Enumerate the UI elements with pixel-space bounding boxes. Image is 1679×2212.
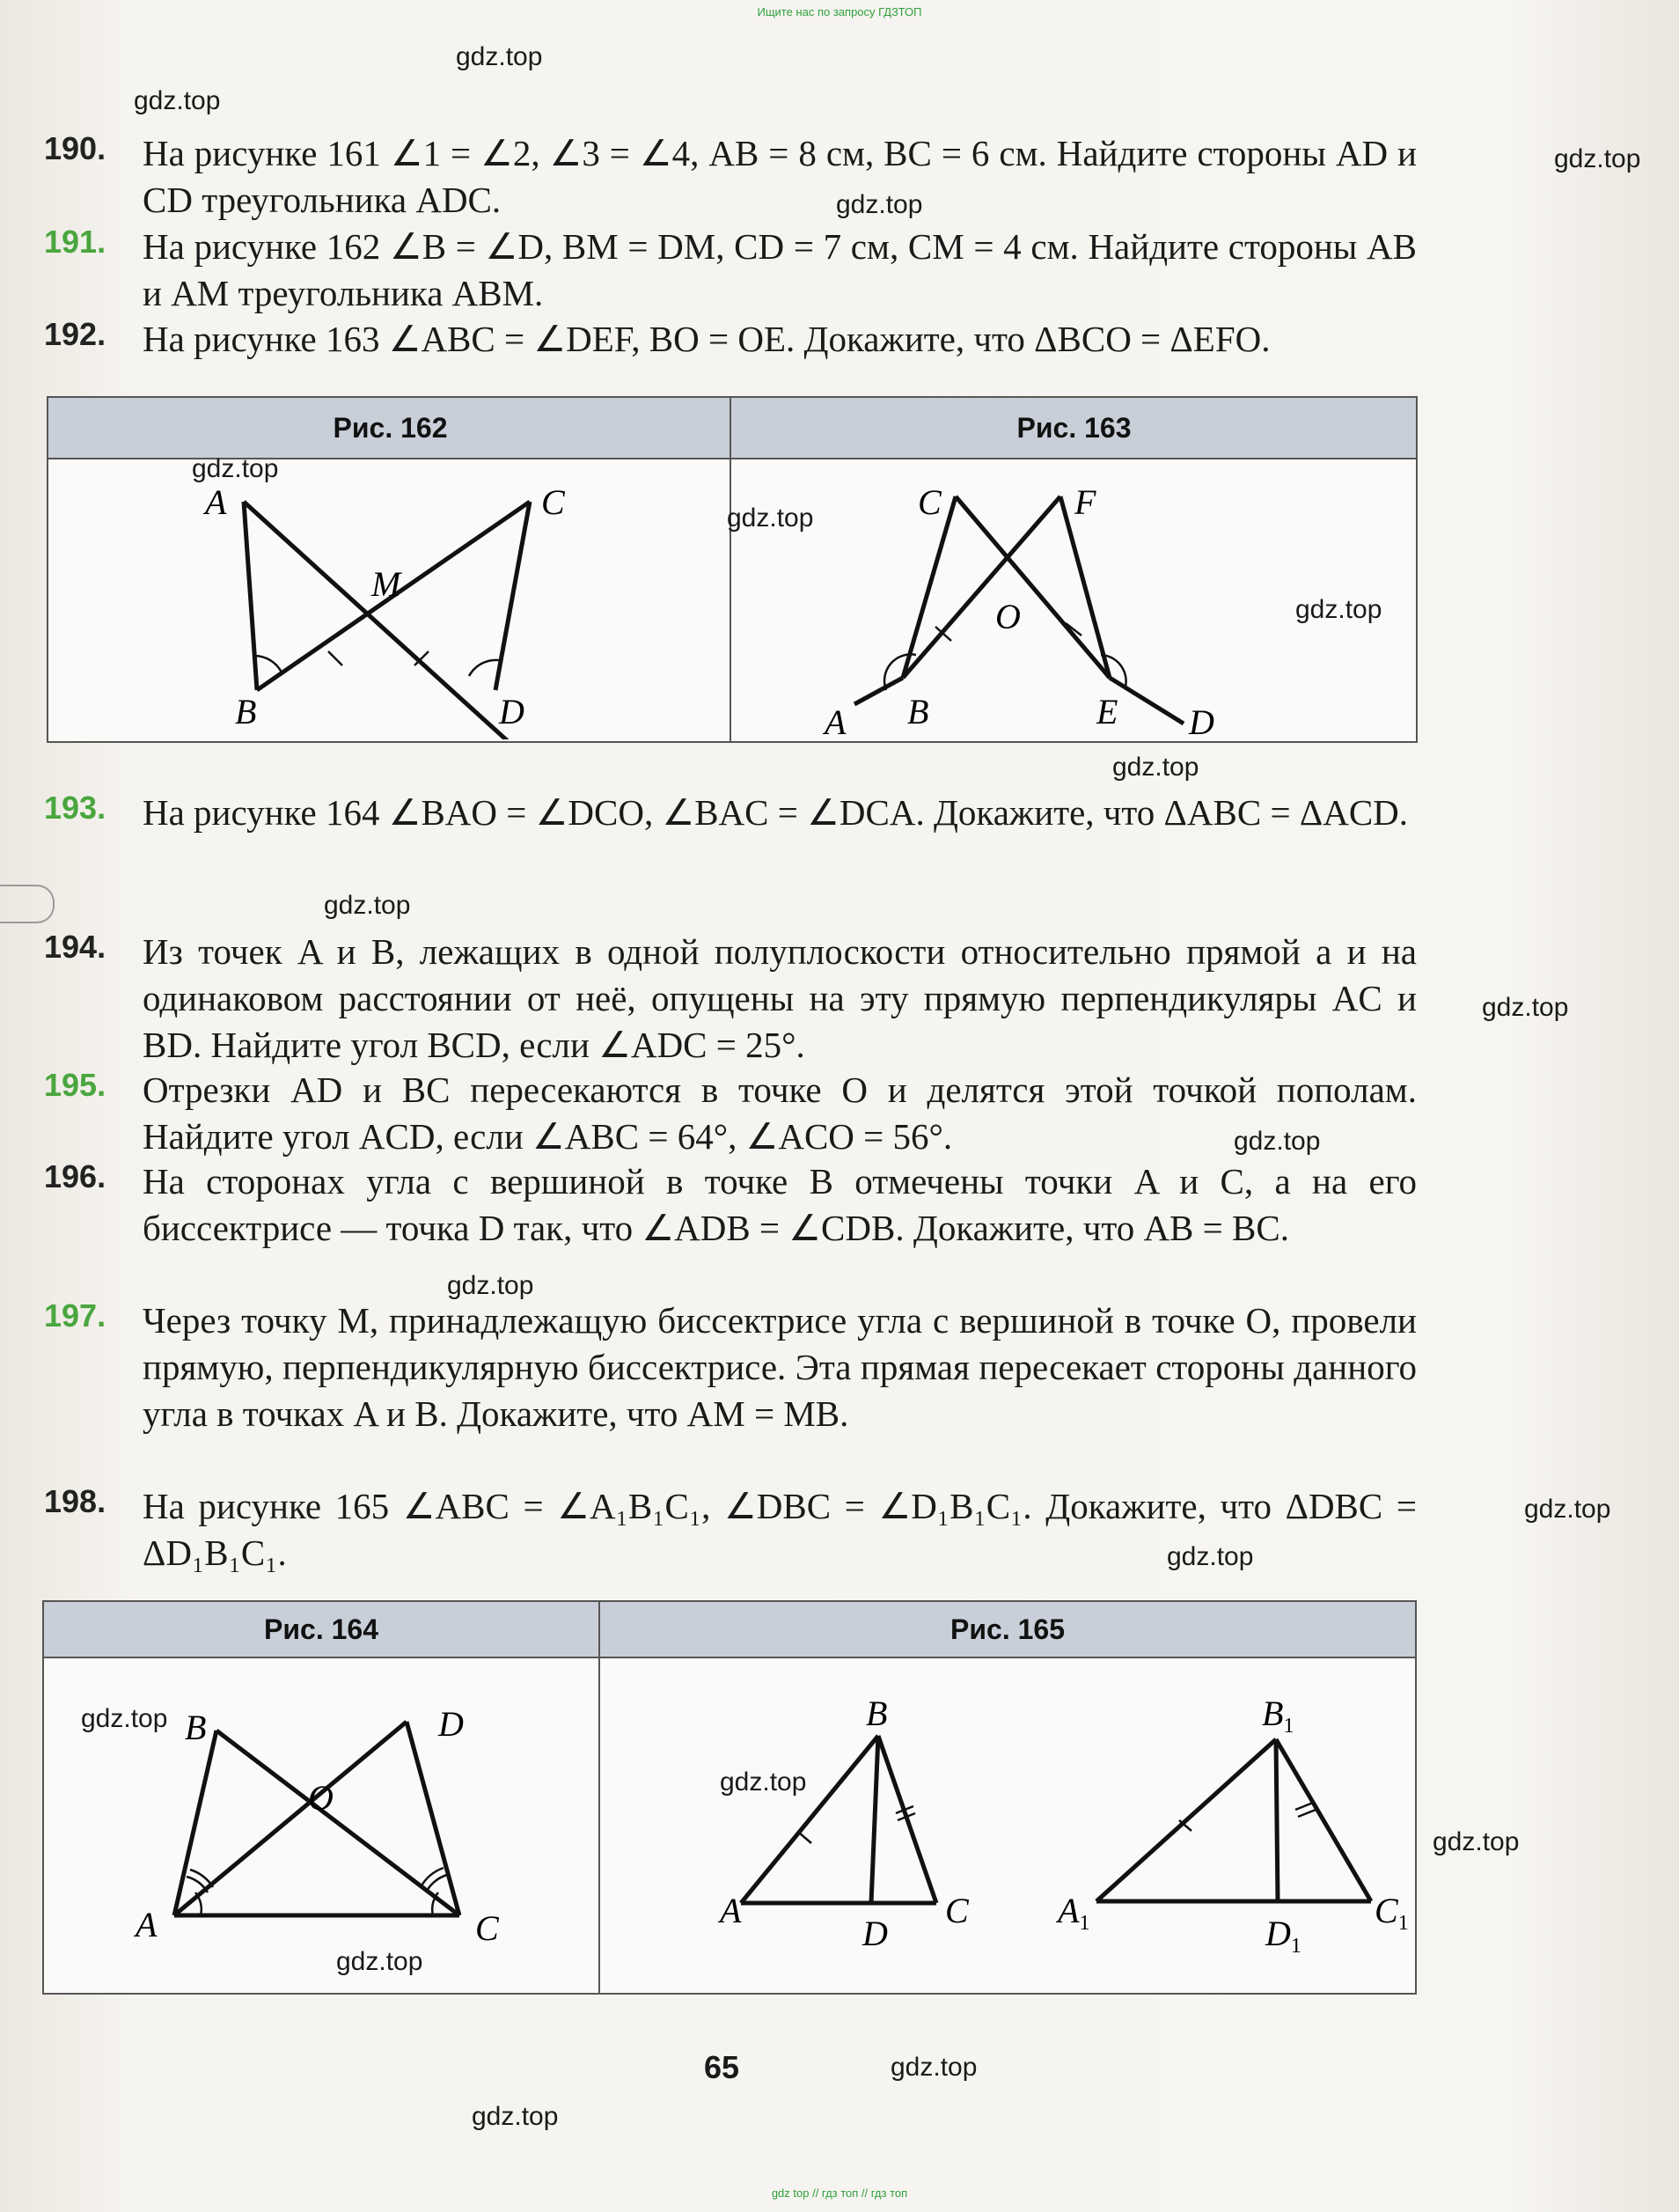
figure-box-164-165 [42,1600,1417,1995]
segment-CB [216,1731,459,1915]
tick-BM [328,651,342,665]
label-O: O [308,1778,334,1818]
label-C: C [945,1891,969,1930]
problem-197 [44,1297,1417,1437]
problem-text: На рисунке 163 ∠ABC = ∠DEF, BO = OE. Докажите, что ΔBCO = ΔEFO. [143,319,1271,359]
watermark: gdz.top [447,1271,534,1300]
hidden [821,502,982,699]
segment-B1D1 [1276,1739,1278,1901]
problem-text: На сторонах угла с вершиной в точке B отмечены точки A и C, а на его биссектрисе — точка D так, что ∠ADB = ∠CDB. Докажите, что AB = BC. [143,1161,1417,1248]
page-tab-mark [0,885,55,923]
problem-number: 197. [44,1297,106,1334]
problem-194 [44,929,1417,1069]
watermark: gdz.top [324,891,411,920]
segment-AB [741,1736,878,1903]
watermark: gdz.top [1524,1495,1611,1524]
segment-ED [1110,678,1184,724]
label-E: E [1096,692,1118,731]
figure-165 [600,1658,1413,1991]
watermark: gdz.top [1112,753,1199,782]
figure-box-162-163 [47,396,1418,743]
problem-number: 191. [44,224,106,260]
watermark: gdz.top [1554,144,1641,173]
tick-B1C1a [1295,1803,1313,1810]
header-note: Ищите нас по запросу ГДЗТОП [757,5,922,18]
problem-number: 196. [44,1158,106,1194]
problem-193 [44,790,1417,836]
watermark: gdz.top [891,2053,978,2082]
problem-number: 190. [44,130,106,166]
figure-title-162: Рис. 162 [333,412,448,444]
label-B: B [866,1694,888,1733]
figure-header [48,398,1416,459]
segment-AB [244,502,257,690]
figure-header [44,1602,1415,1658]
segment-AD [244,502,508,739]
problem-text: На рисунке 161 ∠1 = ∠2, ∠3 = ∠4, AB = 8 см, BC = 6 см. Найдите стороны AD и CD треугольника ADC. [143,133,1417,220]
watermark: gdz.top [192,454,279,483]
label-D: D [438,1704,464,1744]
angle-arc-D [469,660,499,676]
label-D: D [862,1914,888,1953]
problem-190 [44,130,1417,224]
segment-CD [495,502,530,690]
segment-B1C1 [1276,1739,1371,1901]
page-number: 65 [704,2049,740,2085]
label-C: C [541,482,565,522]
problem-text: На рисунке 162 ∠B = ∠D, BM = DM, CD = 7 см, CM = 4 см. Найдите стороны AB и AM треугольника ABM. [143,226,1417,313]
segment-AD [174,1722,407,1915]
label-C1: $C_1$ [1375,1891,1409,1935]
figure-title-163: Рис. 163 [1016,412,1132,444]
watermark: gdz.top [1167,1542,1254,1571]
watermark: gdz.top [336,1947,423,1976]
label-A: A [136,1905,158,1944]
problem-text: На рисунке 165 ∠ABC = ∠A₁B₁C₁, ∠DBC = ∠D₁B₁C₁. Докажите, что ΔDBC = ΔD₁B₁C₁. [143,1486,1417,1573]
label-B1: $B_1$ [1262,1694,1294,1738]
problem-192 [44,316,1417,363]
footer-note: gdz top // гдз топ // гдз топ [771,2186,908,2200]
segment-A1B1 [1096,1739,1276,1901]
label-D1: $D_1$ [1265,1914,1301,1958]
label-M: M [371,564,401,604]
label-D: D [499,692,524,731]
label-C: C [918,482,942,522]
watermark: gdz.top [81,1704,168,1733]
watermark: gdz.top [1433,1827,1520,1856]
segment-AB [854,678,903,704]
problem-text: Отрезки AD и BC пересекаются в точке O и делятся этой точкой пополам. Найдите угол ACD, если ∠ABC = 64°, ∠ACO = 56°. [143,1069,1417,1157]
label-O: O [995,597,1021,636]
tick-B1C1b [1298,1810,1316,1817]
tick-AB [799,1833,811,1843]
segment-BD [871,1736,878,1903]
watermark: gdz.top [720,1767,807,1797]
figure-title-165: Рис. 165 [950,1613,1065,1645]
watermark: gdz.top [1482,993,1569,1022]
problem-number: 198. [44,1483,106,1519]
watermark: gdz.top [472,2102,559,2131]
problem-text: Из точек A и B, лежащих в одной полуплоскости относительно прямой a и на одинаковом расстоянии от неё, опущены на эту прямую перпендикуляры AC и BD. Найдите угол BCD, если ∠ADC = 25°. [143,931,1417,1065]
label-B: B [185,1708,207,1747]
watermark: gdz.top [727,503,814,533]
problem-196 [44,1158,1417,1252]
watermark: gdz.top [1295,595,1382,624]
label-A: A [825,702,847,739]
problem-number: 195. [44,1067,106,1103]
label-F: F [1074,482,1096,522]
watermark: gdz.top [456,42,543,71]
label-A: A [205,482,227,522]
problem-195 [44,1067,1417,1160]
label-A: A [720,1891,742,1930]
problem-text: Через точку M, принадлежащую биссектрисе угла с вершиной в точке O, провели прямую, перпендикулярную биссектрисе. Эта прямая пересекает стороны данного угла в точках A и B. Докажите, что AM = MB. [143,1300,1417,1434]
watermark: gdz.top [134,86,221,115]
watermark: gdz.top [836,190,923,219]
label-B: B [235,692,257,731]
problem-number: 193. [44,790,106,826]
segment-CD [407,1722,459,1915]
label-A1: $A_1$ [1058,1891,1090,1935]
segment-BC [878,1736,936,1903]
label-C: C [475,1908,499,1948]
problem-number: 194. [44,929,106,965]
label-D: D [1189,702,1214,739]
label-B: B [907,692,929,731]
figure-162 [48,459,730,739]
problem-text: На рисунке 164 ∠BAO = ∠DCO, ∠BAC = ∠DCA. Докажите, что ΔABC = ΔACD. [143,792,1409,833]
problem-191 [44,224,1417,317]
problem-number: 192. [44,316,106,352]
figure-title-164: Рис. 164 [264,1613,378,1645]
watermark: gdz.top [1234,1127,1321,1156]
